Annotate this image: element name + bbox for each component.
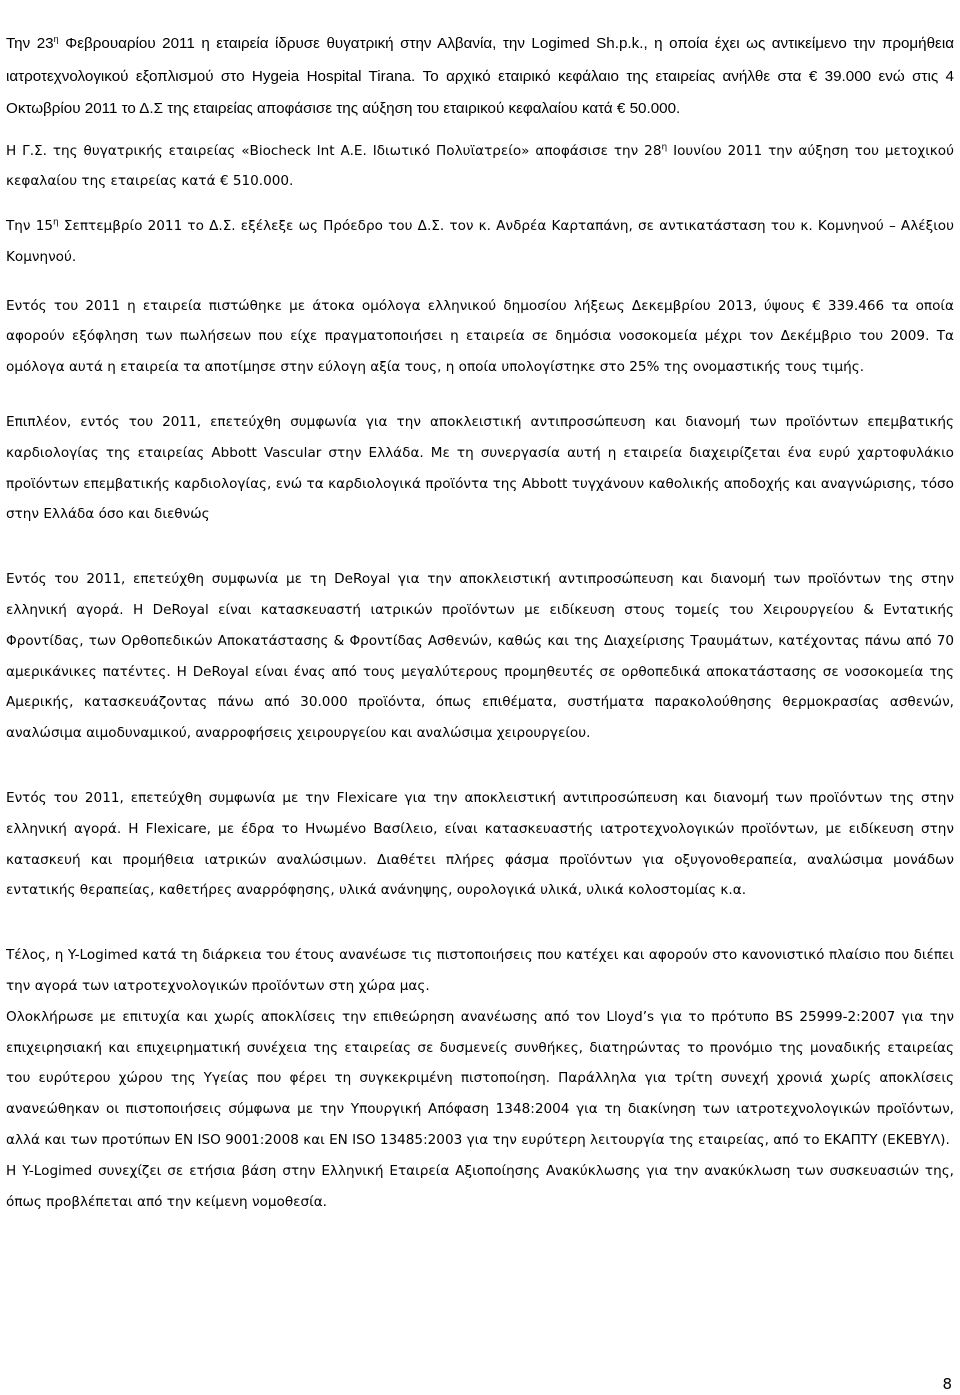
paragraph-abbott-vascular: Επιπλέον, εντός του 2011, επετεύχθη συμφωνία για την αποκλειστική αντιπροσώπευση και διανομή των προϊόντων επεμβατικής καρδιολογίας της εταιρείας Abbott Vascular στην Ελλάδα. Με τη συνεργασία αυτή η εταιρεία διαχειρίζεται ένα ευρύ χαρτοφυλάκιο προϊόντων επεμβατικής καρδιολογίας, ενώ τα καρδιολογικά προϊόντα της Abbott τυγχάνουν καθολικής αποδοχής και αναγνώρισης, τόσο στην Ελλάδα όσο και διεθνώς <box>6 414 954 523</box>
document-page <box>6 28 954 1217</box>
paragraph-certifications-intro: Τέλος, η Y-Logimed κατά τη διάρκεια του έτους ανανέωσε τις πιστοποιήσεις που κατέχει και αφορούν στο κανονιστικό πλαίσιο που διέπει την αγορά των ιατροτεχνολογικών προϊόντων στη χώρα μας. <box>6 947 954 995</box>
page-number: 8 <box>942 1375 952 1393</box>
paragraph-board-chairman: Την $15^\eta$ Σεπτεμβρίο 2011 το Δ.Σ. εξέλεξε ως Πρόεδρο του Δ.Σ. τον κ. Ανδρέα Καρταπάνη, σε αντικατάσταση του κ. Κομνηνού – Αλέξιου Κομνηνού. <box>6 217 954 265</box>
paragraph-deroyal: Εντός του 2011, επετεύχθη συμφωνία με τη DeRoyal για την αποκλειστική αντιπροσώπευση και διανομή των προϊόντων της στην ελληνική αγορά. Η DeRoyal είναι κατασκευαστή ιατρικών προϊόντων με ειδίκευση στους τομείς του Χειρουργείου & Εντατικής Φροντίδας, των Ορθοπεδικών Αποκατάστασης & Φροντίδας Ασθενών, καθώς και της Διαχείρισης Τραυμάτων, κατέχοντας πάνω από 70 αμερικάνικες πατέντες. Η DeRoyal είναι ένας από τους μεγαλύτερους προμηθευτές σε ορθοπεδικά αποκατάστασης σε νοσοκομεία της Αμερικής, κατασκευάζοντας πάνω από 30.000 προϊόντα, όπως επιθέματα, συστήματα παρακολούθησης θερμοκρασίας ασθενών, αναλώσιμα αιμοδυναμικού, αναρροφήσεις χειρουργείου και αναλώσιμα χειρουργείου. <box>6 571 954 742</box>
paragraph-lloyds-certification: Ολοκλήρωσε με επιτυχία και χωρίς αποκλίσεις την επιθεώρηση ανανέωσης από τον Lloyd’s για το πρότυπο BS 25999-2:2007 για την επιχειρησιακή και επιχειρηματική συνέχεια της εταιρείας σε δυσμενείς συνθήκες, διατηρώντας το προνόμιο της μοναδικής εταιρείας του ευρύτερου χώρου της Υγείας που φέρει τη συγκεκριμένη πιστοποίηση. Παράλληλα για τρίτη συνεχή χρονιά χωρίς αποκλίσεις ανανεώθηκαν οι πιστοποιήσεις σύμφωνα με την Υπουργική Απόφαση 1348:2004 για τη διακίνηση των ιατροτεχνολογικών προϊόντων, αλλά και των προτύπων EN ISO 9001:2008 και EN ISO 13485:2003 για την ευρύτερη λειτουργία της εταιρείας, από το ΕΚΑΠΤΥ (ΕΚΕΒΥΛ). <box>6 1008 954 1149</box>
superscript: η <box>53 217 59 228</box>
paragraph-recycling: Η Y-Logimed συνεχίζει σε ετήσια βάση στην Ελληνική Εταιρεία Αξιοποίησης Ανακύκλωσης για την ανακύκλωση των συσκευασιών της, όπως προβλέπεται από την κείμενη νομοθεσία. <box>6 1162 954 1210</box>
paragraph-greek-bonds: Εντός του 2011 η εταιρεία πιστώθηκε με άτοκα ομόλογα ελληνικού δημοσίου λήξεως Δεκεμβρίου 2013, ύψους € 339.466 τα οποία αφορούν εξόφληση των πωλήσεων που είχε πραγματοποιήσει η εταιρεία σε δημόσια νοσοκομεία μέχρι τον Δεκέμβριο του 2009. Τα ομόλογα αυτά η εταιρεία τα αποτίμησε στην εύλογη αξία τους, η οποία υπολογίστηκε στο 25% της ονομαστικής τους τιμής. <box>6 297 954 376</box>
paragraph-flexicare: Εντός του 2011, επετεύχθη συμφωνία με την Flexicare για την αποκλειστική αντιπροσώπευση και διανομή των προϊόντων της στην ελληνική αγορά. Η Flexicare, με έδρα το Ηνωμένο Βασίλειο, είναι κατασκευαστής ιατροτεχνολογικών προϊόντων, με ειδίκευση στην κατασκευή και προμήθεια ιατρικών αναλώσιμων. Διαθέτει πλήρες φάσμα προϊόντων για οξυγονοθεραπεία, αναλώσιμα μονάδων εντατικής θεραπείας, καθετήρες αναρρόφησης, υλικά ανάνηψης, ουρολογικά υλικά, υλικά κολοστομίας κ.α. <box>6 790 954 899</box>
paragraph-logimed-albania: Την $23^\eta$ Φεβρουαρίου 2011 η εταιρεία ίδρυσε θυγατρική στην Αλβανία, την Logimed Sh.p.k., η οποία έχει ως αντικείμενο την προμήθεια ιατροτεχνολογικού εξοπλισμού στο Hygeia Hospital Tirana. Το αρχικό εταιρικό κεφάλαιο της εταιρείας ανήλθε στα € 39.000 ενώ στις 4 Οκτωβρίου 2011 το Δ.Σ της εταιρείας αποφάσισε της αύξηση του εταιρικού κεφαλαίου κατά € 50.000. <box>6 33 954 117</box>
superscript: η <box>53 33 59 44</box>
superscript: η <box>661 141 668 152</box>
paragraph-biocheck-capital: Η Γ.Σ. της θυγατρικής εταιρείας «Biocheck Int A.E. Ιδιωτικό Πολυϊατρείο» αποφάσισε την $28^\eta$ Ιουνίου 2011 την αύξηση του μετοχικού κεφαλαίου της εταιρείας κατά € 510.000. <box>6 141 954 190</box>
